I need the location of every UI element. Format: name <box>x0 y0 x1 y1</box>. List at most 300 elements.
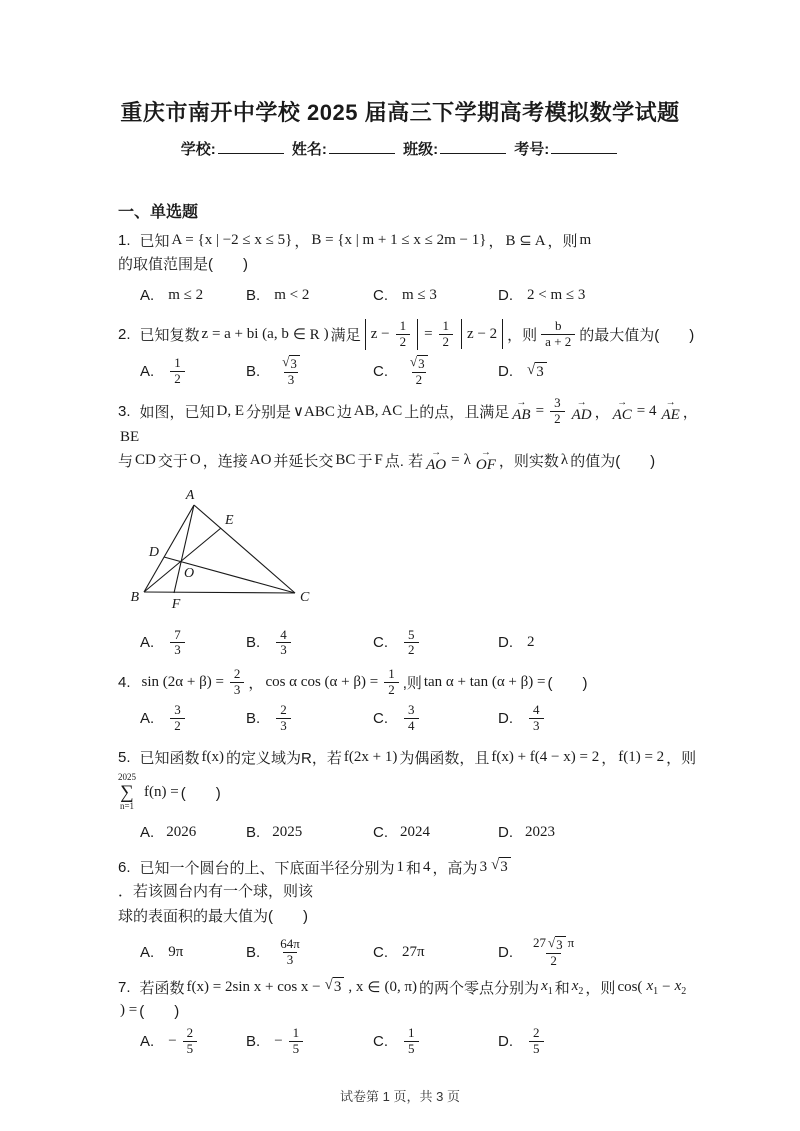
math-run: D, E <box>216 403 245 419</box>
option-value <box>272 287 311 304</box>
option-label: C. <box>373 634 388 652</box>
math-run: f(n) = <box>144 783 179 800</box>
text-run: ( ) <box>180 784 221 802</box>
numerator <box>170 628 185 643</box>
question-number: 1. <box>118 232 131 249</box>
option-label: A. <box>140 824 155 842</box>
math-upright: ∈ R <box>292 326 320 343</box>
figure-label-O: O <box>184 565 195 581</box>
option-5-C <box>373 824 498 841</box>
vector-base: AB <box>512 407 531 424</box>
numerator <box>183 1026 198 1041</box>
fraction <box>276 703 291 734</box>
option-4-D <box>498 703 700 734</box>
option-3-D <box>498 634 700 651</box>
vector <box>512 399 530 424</box>
vector-arrow-icon: → <box>431 446 442 458</box>
text-run: 2024 <box>400 824 430 841</box>
option-1-C <box>373 287 498 304</box>
options-row <box>118 279 700 311</box>
fraction <box>170 628 185 659</box>
math-run: m ≤ 2 <box>168 286 204 303</box>
option-label: D. <box>498 634 513 652</box>
text-run: ，连接 <box>202 453 248 471</box>
vector-base: AC <box>612 407 632 424</box>
option-label: A. <box>140 710 155 728</box>
math-run: ) = <box>120 1001 138 1018</box>
question-number: 6. <box>118 858 131 876</box>
math-run: z = a + bi (a, b <box>201 325 289 342</box>
text-run: ， <box>594 404 610 421</box>
form-label-name: 姓名: <box>291 141 327 158</box>
question-number: 7. <box>118 978 131 996</box>
math-run: 2 <box>550 952 557 968</box>
math-run: 1 <box>408 1025 415 1041</box>
numerator <box>550 396 565 411</box>
option-value <box>166 944 185 961</box>
numerator <box>276 703 291 718</box>
denominator <box>404 642 419 658</box>
figure-label-C: C <box>300 589 310 605</box>
math-run: 2 <box>533 1025 540 1041</box>
math-run: 4 <box>533 702 540 718</box>
text-run: 上的点，且满足 <box>404 404 510 421</box>
option-value <box>166 356 189 387</box>
sum-lower-limit: n=1 <box>119 800 135 811</box>
triangle-figure <box>126 484 361 616</box>
option-value <box>166 287 205 304</box>
radicand <box>417 355 428 372</box>
math-run: B = {x | m + 1 ≤ x ≤ 2m − 1} <box>311 232 487 248</box>
vector <box>661 399 679 424</box>
option-6-B <box>246 937 373 968</box>
text-run: ( ) <box>139 1002 180 1020</box>
math-run: CD <box>135 452 156 469</box>
math-run: 3 <box>280 642 287 658</box>
option-label: B. <box>246 286 261 304</box>
text-run: ， <box>294 233 310 250</box>
math-upright: = <box>424 325 433 342</box>
radical-icon: √ <box>324 977 333 994</box>
math-run: λ <box>463 452 471 469</box>
math-run: F <box>374 452 383 469</box>
vector-arrow-icon: → <box>576 397 587 409</box>
option-label: B. <box>246 1033 261 1051</box>
vector <box>426 446 447 474</box>
question-line <box>118 396 700 446</box>
radical-icon: √ <box>527 361 536 378</box>
text-run: 已知复数 <box>139 326 200 344</box>
math-run: 1 <box>292 1025 300 1041</box>
option-value <box>525 824 555 841</box>
math-run <box>572 978 584 997</box>
math-run: 2 <box>186 1025 194 1041</box>
math-run: 3 <box>174 642 181 658</box>
math-upright: 9π <box>168 943 184 960</box>
option-value <box>400 287 439 304</box>
denominator <box>283 952 298 968</box>
radical-icon: √ <box>491 857 500 874</box>
option-value <box>272 355 310 388</box>
figure-label-A: A <box>185 487 195 503</box>
math-run: 3 <box>286 951 294 967</box>
question-3 <box>118 396 700 659</box>
math-run: 2 <box>554 411 561 426</box>
question-line <box>118 901 700 931</box>
options-row <box>118 817 700 849</box>
options-row <box>118 703 700 735</box>
math-run: m <box>579 232 592 248</box>
text-run: 交于 <box>157 453 188 471</box>
text-run: ，则 <box>507 326 538 344</box>
text-run: 和 <box>554 979 570 997</box>
math-run: 1 <box>399 318 407 333</box>
numerator <box>170 356 185 371</box>
option-7-B <box>246 1026 373 1057</box>
option-label: A. <box>140 943 155 961</box>
text-run: ， <box>682 404 698 421</box>
numerator <box>529 703 544 718</box>
option-value <box>166 628 189 659</box>
math-upright: 2 <box>527 634 535 651</box>
blank-line <box>218 139 284 154</box>
option-value <box>525 287 587 304</box>
option-2-B <box>246 355 373 388</box>
text-run: 的最大值为( ) <box>579 326 695 344</box>
question-line <box>118 857 700 901</box>
fraction <box>183 1026 198 1057</box>
option-7-C <box>373 1026 498 1057</box>
question-line <box>118 446 700 476</box>
math-run: 2 <box>174 718 181 734</box>
text-run: 若函数 <box>139 979 185 997</box>
numerator <box>384 667 399 682</box>
denominator <box>529 1041 544 1057</box>
math-run: (0, π) <box>384 978 418 995</box>
text-run: 点. 若 <box>384 453 424 471</box>
math-run: 1 <box>442 318 450 333</box>
text-run: ，则 <box>547 233 578 250</box>
denominator <box>404 718 419 734</box>
math-upright: 1 <box>396 858 405 875</box>
option-5-B <box>246 824 373 841</box>
numerator <box>404 628 419 643</box>
text-run: 和 <box>406 859 422 877</box>
numerator <box>276 355 306 372</box>
sigma-icon: ∑ <box>120 781 134 803</box>
option-label: C. <box>373 824 388 842</box>
option-value <box>166 824 196 841</box>
fraction <box>276 937 304 968</box>
option-value <box>272 937 308 968</box>
math-run: f(x) = 2sin x + cos x − <box>186 978 321 995</box>
math-upright: ∈ <box>367 979 381 996</box>
form-label-class: 班级: <box>403 141 439 158</box>
option-value <box>272 628 295 659</box>
math-run: 3 <box>290 355 297 371</box>
option-3-A <box>140 628 246 659</box>
option-1-A <box>140 287 246 304</box>
option-6-A <box>140 944 246 961</box>
math-run: BE <box>120 428 140 445</box>
math-run: 2 <box>388 681 395 697</box>
figure-segment-BC <box>144 592 295 593</box>
math-run: z − 2 <box>467 325 498 342</box>
figure-label-B: B <box>130 589 139 605</box>
denominator <box>170 642 185 658</box>
denominator <box>289 1041 304 1057</box>
option-label: D. <box>498 286 513 304</box>
option-label: C. <box>373 710 388 728</box>
vector-arrow-icon: → <box>617 397 628 409</box>
option-label: C. <box>373 286 388 304</box>
math-run: f(x) <box>201 749 225 766</box>
option-value <box>525 362 549 382</box>
square-root <box>282 355 300 372</box>
option-value <box>272 703 295 734</box>
math-upright: 27π <box>402 943 425 960</box>
option-5-D <box>498 824 700 841</box>
form-pair-examno <box>514 141 619 158</box>
question-line <box>118 667 700 698</box>
math-run <box>646 978 658 997</box>
denominator <box>230 682 245 698</box>
radicand <box>535 362 547 382</box>
math-run: 3 <box>280 718 287 734</box>
math-upright: 3 <box>479 858 488 875</box>
option-label: A. <box>140 634 155 652</box>
option-value <box>272 1026 307 1057</box>
numerator <box>404 1026 419 1041</box>
radical-icon: √ <box>410 353 418 369</box>
square-root <box>527 362 547 382</box>
option-label: B. <box>246 710 261 728</box>
option-label: B. <box>246 634 261 652</box>
option-6-C <box>373 944 498 961</box>
denominator <box>396 334 411 350</box>
math-upright: − <box>662 978 671 995</box>
subscript: 2 <box>681 985 687 997</box>
denominator <box>412 372 427 388</box>
option-6-D <box>498 936 700 969</box>
blank-line <box>440 139 506 154</box>
math-upright: = <box>535 403 545 419</box>
math-run: 2 <box>280 702 287 718</box>
option-label: C. <box>373 943 388 961</box>
vector-base: AO <box>426 456 447 473</box>
fraction <box>404 1026 419 1057</box>
fraction <box>289 1026 304 1057</box>
question-number: 3. <box>118 403 131 420</box>
numerator <box>396 319 411 334</box>
option-label: C. <box>373 1033 388 1051</box>
option-2-A <box>140 356 246 387</box>
subscript: 2 <box>578 985 584 997</box>
math-run: 3 <box>533 718 540 734</box>
option-value <box>400 628 423 659</box>
option-3-B <box>246 628 373 659</box>
option-value <box>166 703 189 734</box>
numerator <box>529 936 578 953</box>
text-run: 与 <box>118 453 134 471</box>
summation <box>118 773 136 812</box>
options-row <box>118 1026 700 1058</box>
vector <box>475 446 496 474</box>
text-run: 的值为( ) <box>570 453 656 471</box>
options-row <box>118 936 700 969</box>
absolute-value <box>461 319 503 349</box>
option-label: B. <box>246 824 261 842</box>
numerator <box>170 703 185 718</box>
vector <box>613 399 632 424</box>
student-info-line <box>0 138 800 159</box>
denominator <box>276 718 291 734</box>
math-run: 7 <box>174 626 181 642</box>
text-run: ( ) <box>547 674 588 692</box>
option-value <box>525 703 548 734</box>
math-run: cos( <box>617 978 643 995</box>
denominator <box>284 372 299 388</box>
text-run: 的两个零点分别为 <box>419 979 540 997</box>
option-label: C. <box>373 362 388 380</box>
option-label: D. <box>498 362 513 380</box>
text-run: 的定义域为R，若 <box>226 750 342 768</box>
question-1 <box>118 230 700 311</box>
square-root <box>410 355 428 372</box>
blank-line <box>551 139 617 154</box>
numerator <box>404 703 419 718</box>
text-run: 2025 <box>272 824 303 841</box>
math-run: 3 <box>233 681 241 697</box>
radicand <box>289 355 300 372</box>
form-label-school: 学校: <box>180 141 216 158</box>
math-run: 3 <box>287 372 295 388</box>
math-run: 2 <box>399 333 407 349</box>
figure-label-D: D <box>148 544 159 560</box>
denominator <box>384 682 399 698</box>
math-run: a + 2 <box>545 333 572 349</box>
math-upright: − <box>274 1033 283 1050</box>
vector <box>572 399 592 424</box>
fraction <box>396 319 411 350</box>
page-title: 重庆市南开中学校 2025 届高三下学期高考模拟数学试题 <box>120 100 680 125</box>
math-run: 2 <box>233 665 241 681</box>
fraction <box>529 703 544 734</box>
denominator <box>276 642 291 658</box>
options-row <box>118 627 700 659</box>
vector-arrow-icon: → <box>516 397 527 409</box>
option-value <box>525 634 537 651</box>
math-upright: = <box>451 452 460 469</box>
fraction <box>276 355 306 388</box>
option-label: D. <box>498 943 513 961</box>
denominator <box>529 718 544 734</box>
question-4 <box>118 667 700 735</box>
math-run: AO <box>249 452 272 469</box>
question-line <box>118 977 700 1021</box>
fraction <box>439 319 454 350</box>
fraction <box>541 319 575 350</box>
text-run: ．若该圆台内有一个球，则该 <box>118 882 314 900</box>
math-run: m ≤ 3 <box>402 286 437 303</box>
math-run: z − <box>370 325 390 342</box>
math-upright: = 4 <box>636 403 657 419</box>
math-run: O <box>189 452 201 469</box>
option-value <box>272 824 302 841</box>
text-run: ，则 <box>585 979 616 997</box>
option-label: D. <box>498 710 513 728</box>
text-run: 2026 <box>166 824 197 841</box>
math-italic: x <box>646 977 654 994</box>
denominator <box>404 1041 419 1057</box>
math-run: 2 <box>408 642 415 658</box>
fraction <box>404 703 419 734</box>
math-run: 2 <box>415 372 423 388</box>
figure-label-E: E <box>225 512 234 528</box>
question-number: 4. <box>118 673 131 691</box>
math-run: 4 <box>408 718 415 734</box>
fraction <box>529 1026 544 1057</box>
option-value <box>525 1026 548 1057</box>
option-label: D. <box>498 1033 513 1051</box>
math-run: λ <box>560 452 569 469</box>
absolute-value <box>365 319 418 350</box>
text-run: 已知 <box>139 233 170 250</box>
numerator <box>276 628 291 643</box>
text-run: 如图，已知 <box>139 404 215 421</box>
option-value <box>400 944 427 961</box>
option-label: B. <box>246 362 261 380</box>
math-run: sin (2α + β) = <box>141 673 224 690</box>
math-run: 5 <box>292 1041 300 1057</box>
text-run: ，高为 <box>432 859 478 877</box>
math-run: 3 <box>408 702 415 718</box>
option-5-A <box>140 824 246 841</box>
option-4-B <box>246 703 373 734</box>
math-run <box>675 978 687 997</box>
math-run: AB, AC <box>353 403 403 419</box>
vector-base: AE <box>661 407 680 424</box>
text-run: ， <box>488 233 504 250</box>
denominator <box>550 411 565 427</box>
math-run: m < 2 <box>274 286 310 303</box>
question-2 <box>118 319 700 388</box>
fraction <box>170 703 185 734</box>
section-heading: 一、单选题 <box>118 204 199 221</box>
sum-upper-limit: 2025 <box>118 771 136 782</box>
vector-base: AD <box>571 407 592 424</box>
subscript: 1 <box>653 985 659 997</box>
option-value <box>166 1026 201 1057</box>
options-row <box>118 355 700 388</box>
option-label: A. <box>140 286 155 304</box>
question-5 <box>118 743 700 849</box>
fraction <box>384 667 399 698</box>
numerator <box>230 667 245 682</box>
square-root <box>325 977 345 997</box>
option-2-D <box>498 362 700 382</box>
subscript: 1 <box>547 985 553 997</box>
question-7 <box>118 977 700 1058</box>
text-run: 已知一个圆台的上、下底面半径分别为 <box>139 859 395 877</box>
vector-arrow-icon: → <box>665 397 676 409</box>
fraction <box>230 667 245 698</box>
math-italic: x <box>674 977 682 994</box>
fraction <box>550 396 565 427</box>
math-run: 3 <box>536 363 544 380</box>
text-run: 并延长交 <box>273 453 334 471</box>
text-run: 2023 <box>525 824 555 841</box>
